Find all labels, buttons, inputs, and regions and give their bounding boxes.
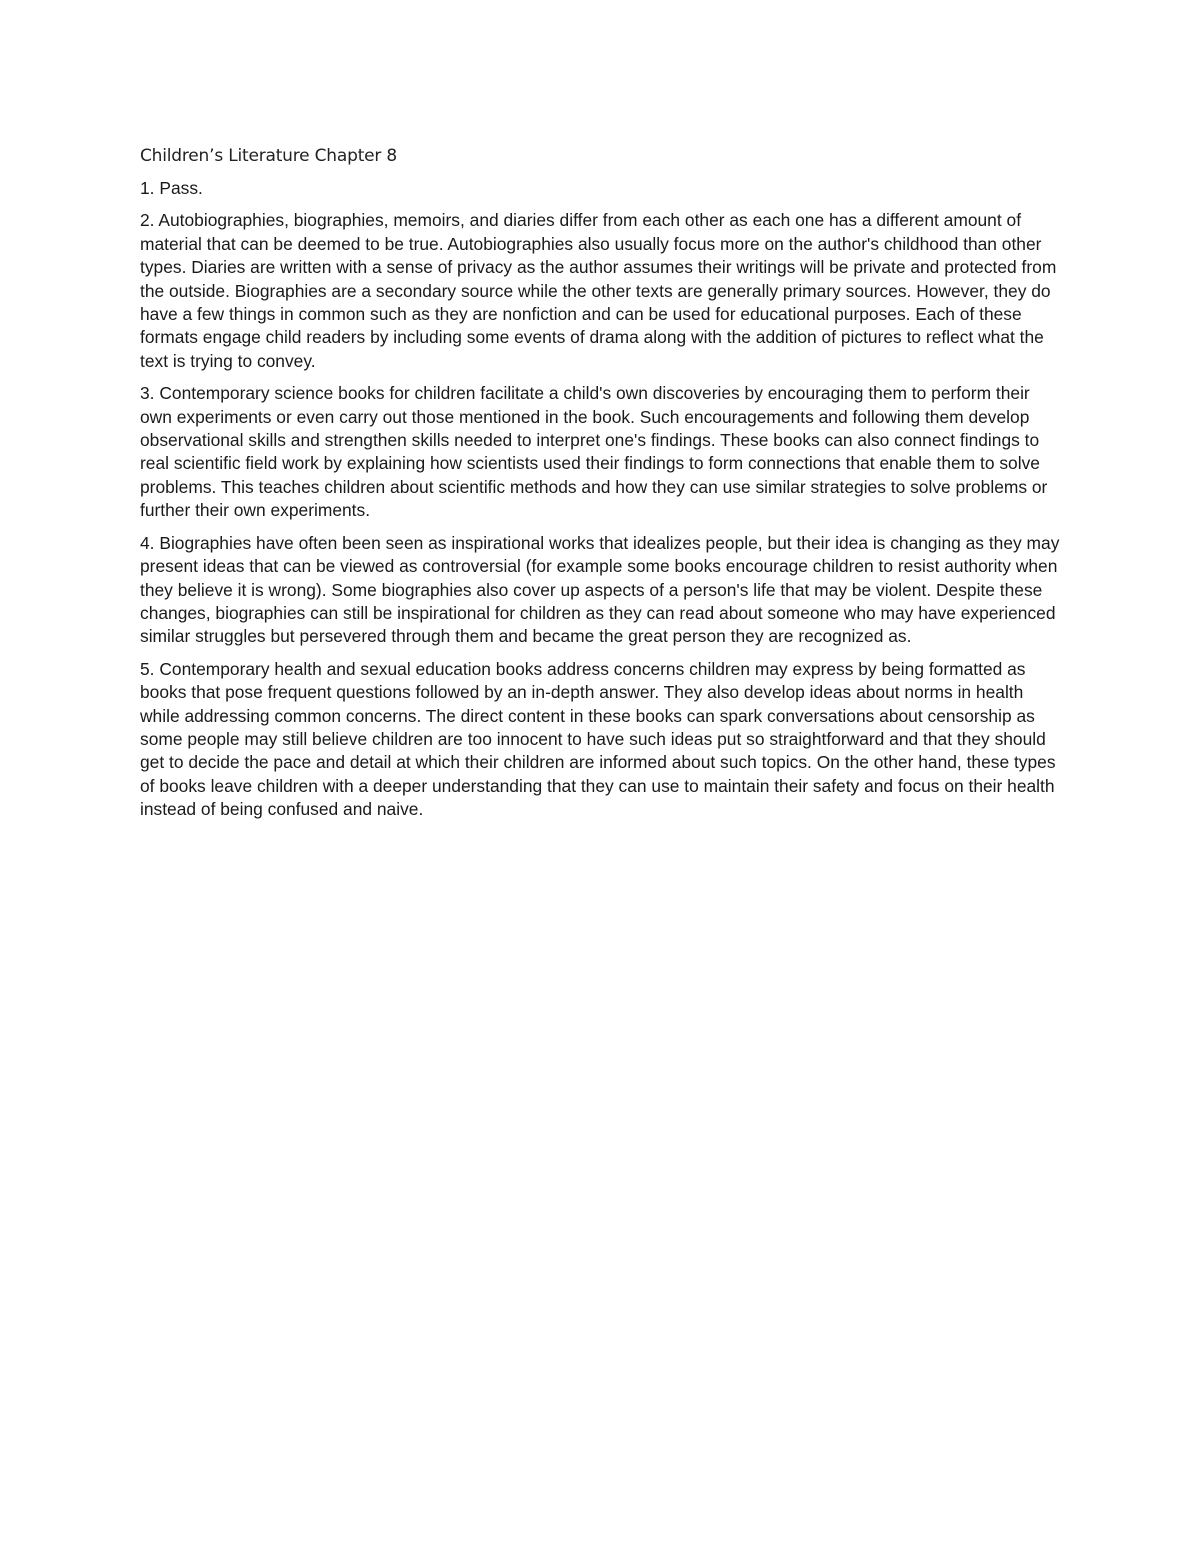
answer-3-text: Contemporary science books for children facilitate a child's own discoveries by encouraging them to perform their own experiments or even carry out those mentioned in the book. Such encouragements and following them develop observational skills and strengthen skills needed to interpret one's findings. These books can also connect findings to real scientific field work by explaining how scientists used their findings to form connections that enable them to solve problems. This teaches children about scientific methods and how they can use similar strategies to solve problems or further their own experiments. [140,383,1048,521]
answer-2-number: 2. [140,210,155,231]
answer-1 [140,177,1062,200]
document-body [140,143,1062,831]
answer-1-text: Pass. [154,178,203,198]
answer-4-number: 4. [140,532,155,553]
answer-4-text: Biographies have often been seen as inspirational works that idealizes people, but their idea is changing as they may present ideas that can be viewed as controversial (for example some books encourage children to resist authority when they believe it is wrong). Some biographies also cover up aspects of a person's life that may be violent. Despite these changes, biographies can still be inspirational for children as they can read about someone who may have experienced similar struggles but persevered through them and became the great person they are recognized as. [140,532,1060,647]
answer-3 [140,382,1062,522]
answer-5-number: 5. [140,658,155,679]
answer-2-text: Autobiographies, biographies, memoirs, and diaries differ from each other as each one has a different amount of material that can be deemed to be true. Autobiographies also usually focus more on the author's childhood than other types. Diaries are written with a sense of privacy as the author assumes their writings will be private and protected from the outside. Biographies are a secondary source while the other texts are generally primary sources. However, they do have a few things in common such as they are nonfiction and can be used for educational purposes. Each of these formats engage child readers by including some events of drama along with the addition of pictures to reflect what the text is trying to convey. [140,210,1057,371]
answer-1-number: 1. [140,178,155,198]
document-title: Children’s Literature Chapter 8 [140,146,398,166]
answer-4 [140,532,1062,649]
answer-5 [140,658,1062,822]
answer-5-text: Contemporary health and sexual education books address concerns children may express by being formatted as books that pose frequent questions followed by an in-depth answer. They also develop ideas about norms in health while addressing common concerns. The direct content in these books can spark conversations about censorship as some people may still believe children are too innocent to have such ideas put so straightforward and that they should get to decide the pace and detail at which their children are informed about such topics. On the other hand, these types of books leave children with a deeper understanding that they can use to maintain their safety and focus on their health instead of being confused and naive. [140,658,1056,820]
answer-3-number: 3. [140,383,155,404]
answer-2 [140,209,1062,373]
